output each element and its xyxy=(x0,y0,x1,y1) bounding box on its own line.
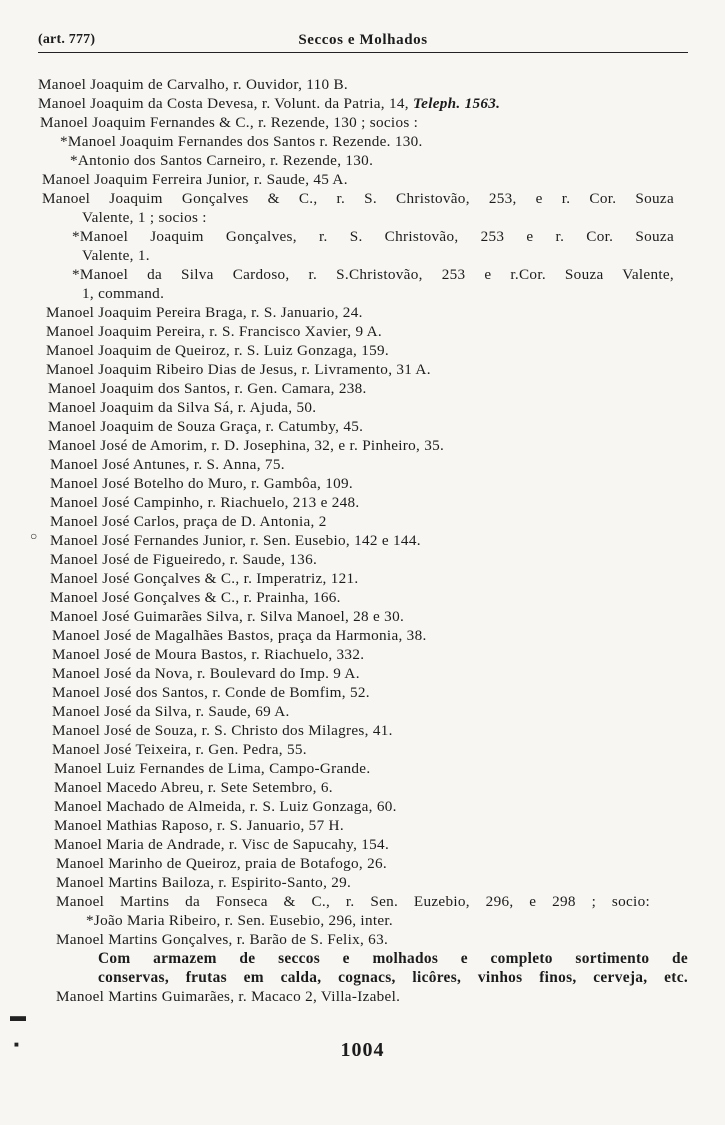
entry-line: Manoel Joaquim Fernandes & C., r. Rezende, 130 ; socios : xyxy=(40,114,419,131)
entry-line: Manoel Mathias Raposo, r. S. Januario, 57 H. xyxy=(54,817,344,834)
entry-line: Manoel Joaquim Ferreira Junior, r. Saude, 45 A. xyxy=(42,171,348,188)
partner-line: *Antonio dos Santos Carneiro, r. Rezende, 130. xyxy=(70,152,374,169)
article-number: (art. 777) xyxy=(38,32,96,47)
entry-line: Manoel José Antunes, r. S. Anna, 75. xyxy=(50,456,285,473)
entry-line: Manoel Joaquim Gonçalves & C., r. S. Christovão, 253, e r. Cor. Souza xyxy=(42,190,674,207)
section-title: Seccos e Molhados xyxy=(298,32,428,48)
entry-line: Manoel Joaquim Ribeiro Dias de Jesus, r. Livramento, 31 A. xyxy=(46,361,431,378)
entry-continuation: Valente, 1. xyxy=(82,247,150,264)
entry-line: Manoel José Carlos, praça de D. Antonia, 2 xyxy=(50,513,327,530)
entry-line: Manoel Macedo Abreu, r. Sete Setembro, 6. xyxy=(54,779,333,796)
entry-line: Manoel Joaquim de Souza Graça, r. Catumby, 45. xyxy=(48,418,364,435)
dash-mark-icon: ▬ xyxy=(10,1008,26,1025)
entry-line xyxy=(38,94,500,113)
entry-line: Manoel José da Nova, r. Boulevard do Imp. 9 A. xyxy=(52,665,360,682)
entry-line: Manoel José de Moura Bastos, r. Riachuelo, 332. xyxy=(52,646,365,663)
page-number: 1004 xyxy=(340,1039,385,1061)
partner-line: *Manoel Joaquim Gonçalves, r. S. Christovão, 253 e r. Cor. Souza xyxy=(72,228,674,245)
entry-line: Manoel José Guimarães Silva, r. Silva Manoel, 28 e 30. xyxy=(50,608,405,625)
entry-line: Manoel José dos Santos, r. Conde de Bomfim, 52. xyxy=(52,684,370,701)
entry-line: Manoel José Gonçalves & C., r. Prainha, 166. xyxy=(50,589,341,606)
entry-line: Manoel Luiz Fernandes de Lima, Campo-Grande. xyxy=(54,760,371,777)
entry-line: Manoel Martins Guimarães, r. Macaco 2, Villa-Izabel. xyxy=(56,988,401,1005)
entry-line: Manoel José de Amorim, r. D. Josephina, 32, e r. Pinheiro, 35. xyxy=(48,437,445,454)
entry-line: Manoel Joaquim da Silva Sá, r. Ajuda, 50. xyxy=(48,399,317,416)
circle-mark-icon: ○ xyxy=(30,529,38,543)
entry-line: Manoel José Teixeira, r. Gen. Pedra, 55. xyxy=(52,741,307,758)
partner-line: *Manoel da Silva Cardoso, r. S.Christovão, 253 e r.Cor. Souza Valente, xyxy=(72,266,674,283)
entry-line: Manoel Martins Bailoza, r. Espirito-Santo, 29. xyxy=(56,874,352,891)
dot-mark-icon: ■ xyxy=(14,1040,19,1049)
entry-line: Manoel Marinho de Queiroz, praia de Botafogo, 26. xyxy=(56,855,388,872)
entry-line: Manoel José Campinho, r. Riachuelo, 213 e 248. xyxy=(50,494,360,511)
entry-line: Manoel José Gonçalves & C., r. Imperatriz, 121. xyxy=(50,570,359,587)
entry-line: Manoel José Botelho do Muro, r. Gambôa, 109. xyxy=(50,475,353,492)
entry-line: Manoel José de Souza, r. S. Christo dos Milagres, 41. xyxy=(52,722,393,739)
entry-line: Manoel José de Magalhães Bastos, praça da Harmonia, 38. xyxy=(52,627,427,644)
entry-line: Manoel Martins da Fonseca & C., r. Sen. Euzebio, 296, e 298 ; socio: xyxy=(56,893,650,910)
entry-line: Manoel Joaquim de Carvalho, r. Ouvidor, 110 B. xyxy=(38,76,349,93)
entry-line: Manoel José de Figueiredo, r. Saude, 136. xyxy=(50,551,318,568)
entry-line: Manoel Maria de Andrade, r. Visc de Sapucahy, 154. xyxy=(54,836,390,853)
entry-line: Manoel Joaquim dos Santos, r. Gen. Camara, 238. xyxy=(48,380,367,397)
entry-text: Manoel Joaquim da Costa Devesa, r. Volunt. da Patria, 14, xyxy=(38,95,409,112)
entry-line: Manoel José da Silva, r. Saude, 69 A. xyxy=(52,703,290,720)
entry-line: Manoel Joaquim de Queiroz, r. S. Luiz Gonzaga, 159. xyxy=(46,342,390,359)
entry-line: Manoel Machado de Almeida, r. S. Luiz Gonzaga, 60. xyxy=(54,798,397,815)
entry-line: Manoel José Fernandes Junior, r. Sen. Eusebio, 142 e 144. xyxy=(50,532,421,549)
entry-line: Manoel Joaquim Pereira Braga, r. S. Januario, 24. xyxy=(46,304,363,321)
entry-continuation: 1, command. xyxy=(82,285,165,302)
entry-continuation: Valente, 1 ; socios : xyxy=(82,209,207,226)
telephone-note: Teleph. 1563. xyxy=(412,95,501,112)
entry-line: Manoel Martins Gonçalves, r. Barão de S. Felix, 63. xyxy=(56,931,389,948)
entry-line: Manoel Joaquim Pereira, r. S. Francisco Xavier, 9 A. xyxy=(46,323,382,340)
advert-line: Com armazem de seccos e molhados e completo sortimento de xyxy=(98,950,688,967)
partner-line: *João Maria Ribeiro, r. Sen. Eusebio, 296, inter. xyxy=(86,912,394,929)
advert-line: conservas, frutas em calda, cognacs, licôres, vinhos finos, cerveja, etc. xyxy=(98,969,688,986)
page-header xyxy=(38,32,688,53)
partner-line: *Manoel Joaquim Fernandes dos Santos r. Rezende. 130. xyxy=(60,133,423,150)
